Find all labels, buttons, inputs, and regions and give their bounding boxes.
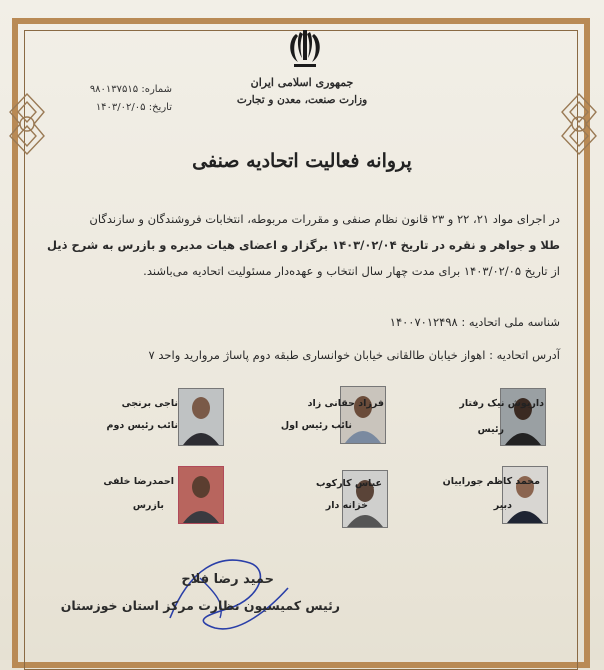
member-name-5: عباس کارکوب bbox=[316, 478, 382, 489]
date-label: تاریخ: bbox=[148, 102, 172, 113]
body-line-2: طلا و جواهر و نقره در تاریخ ۱۴۰۳/۰۲/۰۴ برگزار و اعضای هیات مدیره و بازرس به شرح ذیل bbox=[47, 238, 560, 252]
signatory-title: رئیس کمیسیون نظارت مرکز استان خوزستان bbox=[60, 598, 340, 613]
handwritten-signature bbox=[160, 548, 300, 638]
member-photo-4 bbox=[502, 466, 548, 524]
ministry-name: وزارت صنعت، معدن و تجارت bbox=[236, 94, 368, 106]
member-photo-2 bbox=[340, 386, 386, 444]
member-name-1: داریوش نیک رفتار bbox=[459, 398, 544, 409]
union-address: آدرس اتحادیه : اهواز خیابان طالقانی خیابان خوانساری طبقه دوم پاساژ مروارید واحد ۷ bbox=[148, 348, 560, 362]
member-name-3: ناجی برنجی bbox=[121, 398, 178, 409]
country-name: جمهوری اسلامی ایران bbox=[250, 76, 354, 89]
member-role-5: خزانه دار bbox=[325, 500, 368, 511]
document-title: پروانه فعالیت اتحادیه صنفی bbox=[192, 150, 412, 172]
body-line-3: از تاریخ ۱۴۰۳/۰۲/۰۵ برای مدت چهار سال انتخاب و عهده‌دار مسئولیت اتحادیه می‌باشند. bbox=[143, 264, 560, 278]
member-role-3: نائب رئیس دوم bbox=[106, 420, 178, 431]
signatory-name: حمید رضا فلاح bbox=[181, 572, 274, 587]
letter-number bbox=[72, 84, 172, 95]
right-ornament-icon bbox=[556, 92, 602, 156]
number-value: ۹۸۰۱۳۷۵۱۵ bbox=[89, 84, 139, 95]
member-name-2: فرزاد حقانی زاد bbox=[307, 398, 384, 409]
date-value: ۱۴۰۳/۰۲/۰۵ bbox=[95, 102, 146, 113]
member-role-1: رئیس bbox=[477, 424, 504, 435]
iran-emblem-icon bbox=[282, 26, 328, 72]
member-photo-3 bbox=[178, 388, 224, 446]
body-line-1: در اجرای مواد ۲۱، ۲۲ و ۲۳ قانون نظام صنفی و مقررات مربوطه، انتخابات فروشندگان و سازندگان bbox=[89, 212, 560, 226]
number-label: شماره: bbox=[141, 84, 172, 95]
member-photo-1 bbox=[500, 388, 546, 446]
letter-date bbox=[72, 102, 172, 113]
member-role-2: نائب رئیس اول bbox=[280, 420, 352, 431]
national-id: شناسه ملی اتحادیه : ۱۴۰۰۷۰۱۲۴۹۸ bbox=[389, 315, 560, 329]
member-name-6: احمدرضا خلفی bbox=[103, 476, 174, 487]
member-role-6: بازرس bbox=[132, 500, 164, 511]
left-ornament-icon bbox=[4, 92, 50, 156]
member-name-4: محمد کاظم جوراییان bbox=[442, 476, 540, 487]
member-role-4: دبیر bbox=[493, 500, 512, 511]
member-photo-6 bbox=[178, 466, 224, 524]
